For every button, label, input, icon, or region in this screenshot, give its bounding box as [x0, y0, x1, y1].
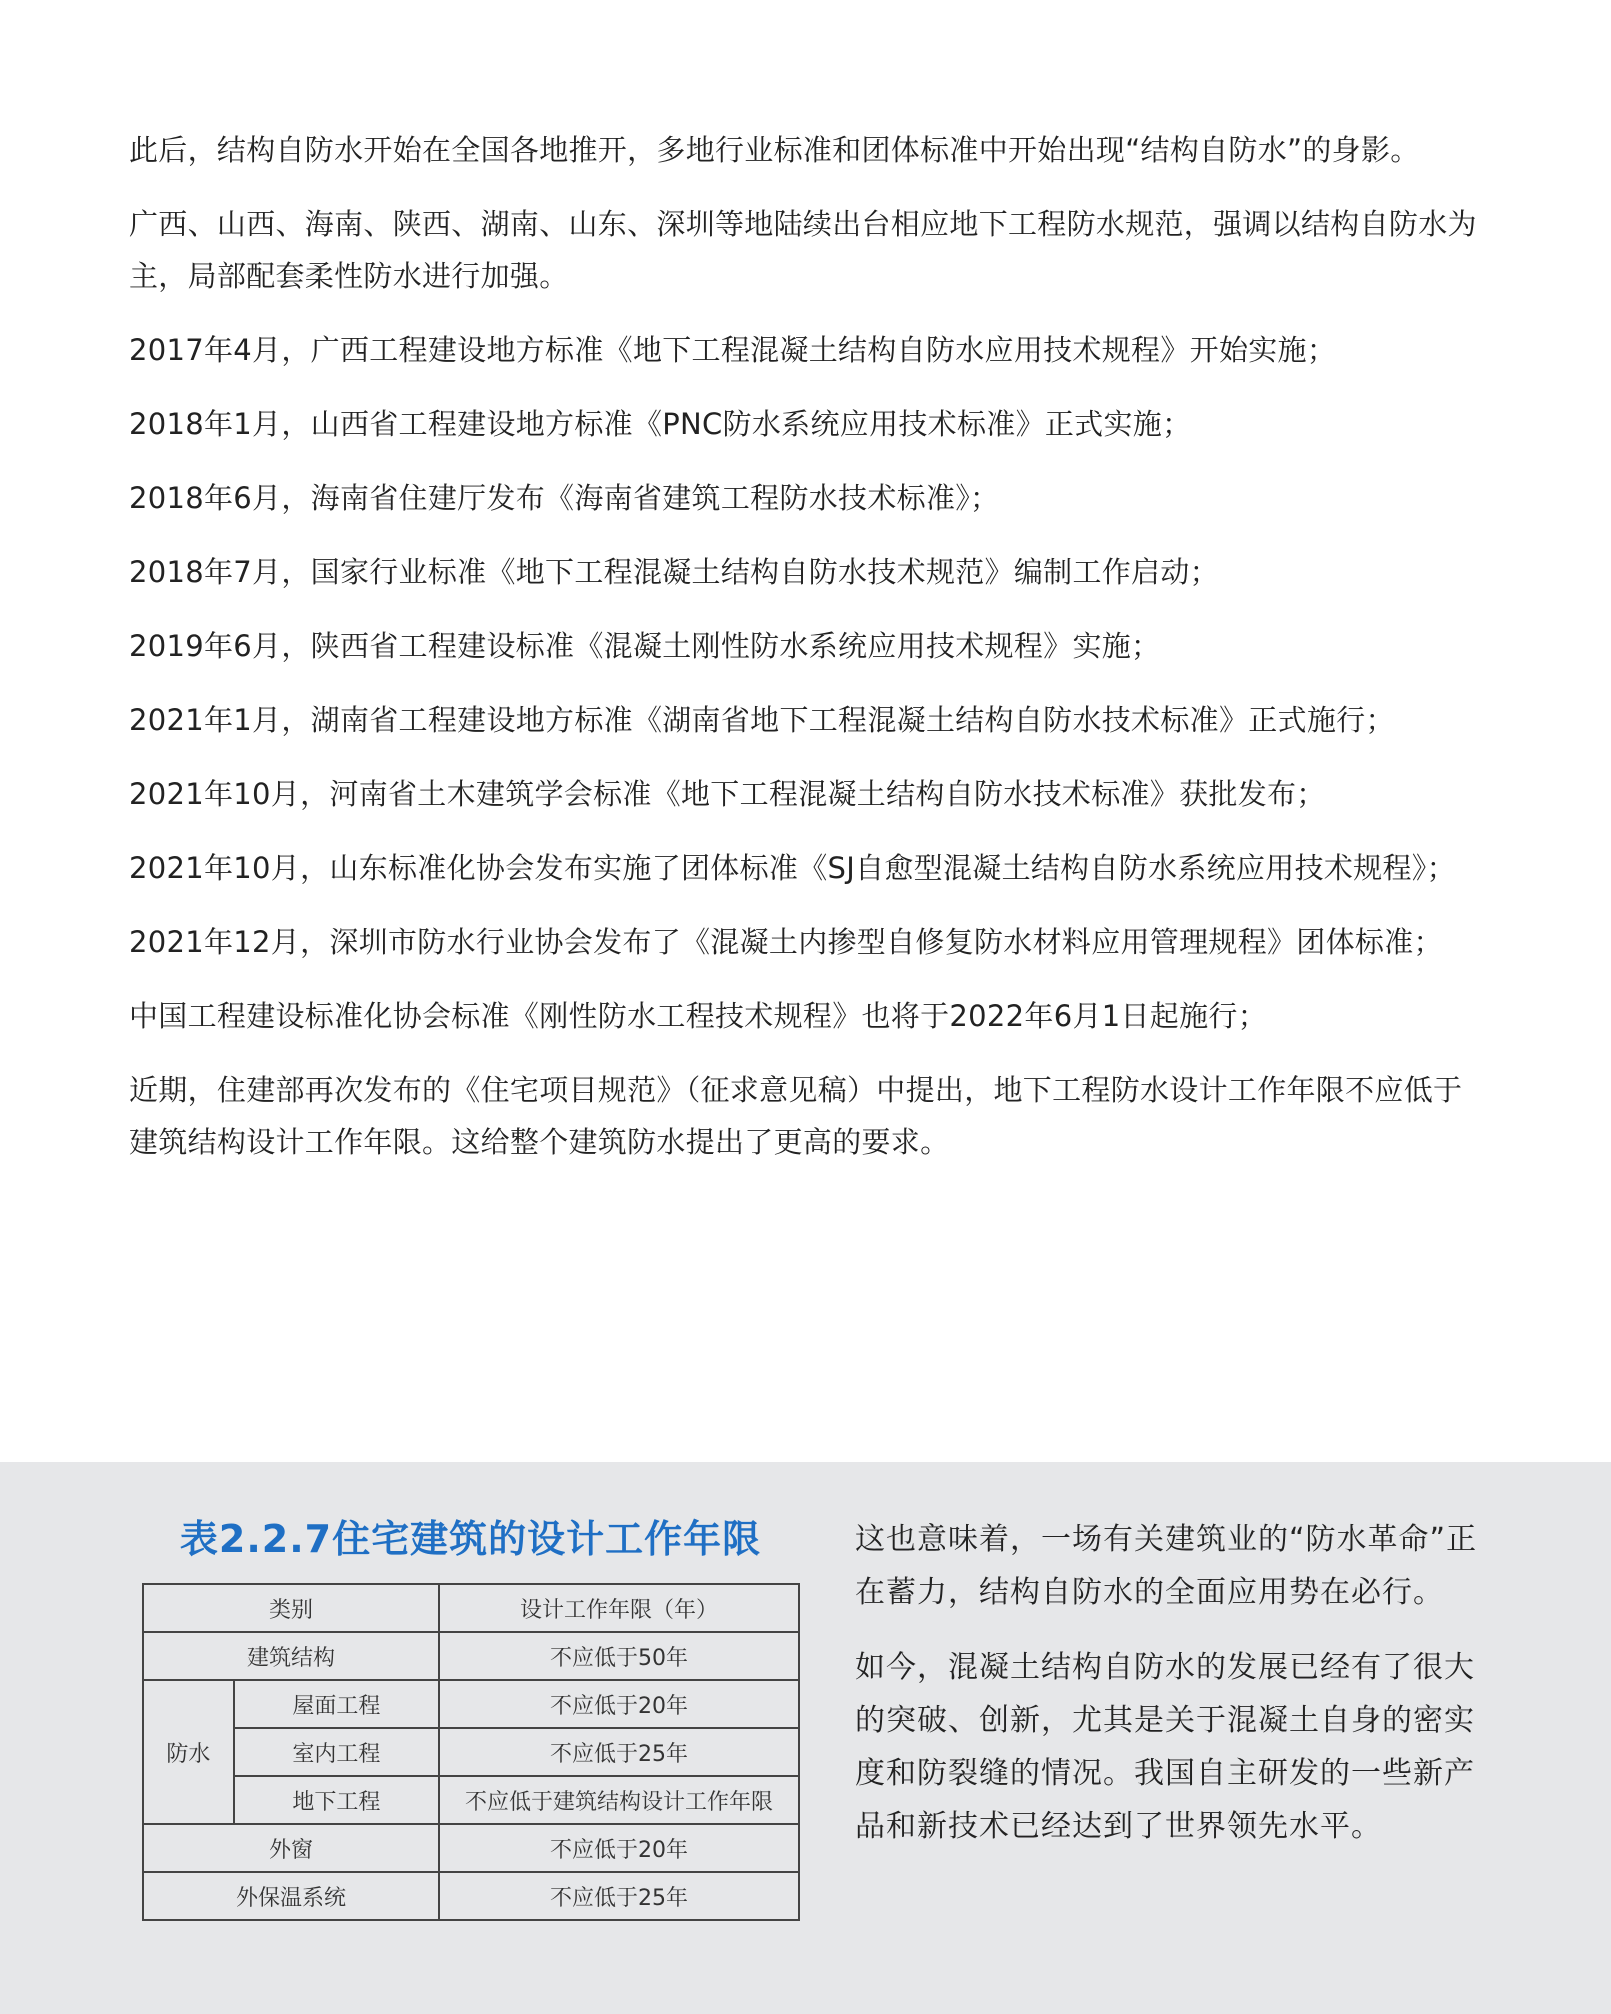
paragraph: 如今，混凝土结构自防水的发展已经有了很大的突破、创新，尤其是关于混凝土自身的密实度和防裂缝的情况。我国自主研发的一些新产品和新技术已经达到了世界领先水平。: [855, 1650, 1475, 1844]
paragraph: 2018年7月，国家行业标准《地下工程混凝土结构自防水技术规范》编制工作启动；: [129, 555, 1219, 589]
paragraph: 近期，住建部再次发布的《住宅项目规范》（征求意见稿）中提出，地下工程防水设计工作年限不应低于建筑结构设计工作年限。这给整个建筑防水提出了更高的要求。: [129, 1073, 1463, 1159]
paragraph: 2018年1月，山西省工程建设地方标准《PNC防水系统应用技术标准》正式实施；: [129, 407, 1192, 441]
cell-category: 建筑结构: [143, 1632, 439, 1680]
table-title: 表2.2.7住宅建筑的设计工作年限: [179, 1517, 762, 1561]
table-row: [143, 1824, 799, 1872]
paragraph: 广西、山西、海南、陕西、湖南、山东、深圳等地陆续出台相应地下工程防水规范，强调以结构自防水为主，局部配套柔性防水进行加强。: [129, 207, 1477, 293]
cell-years: 不应低于25年: [439, 1728, 799, 1776]
table-row: [143, 1632, 799, 1680]
cell-category: 外保温系统: [143, 1872, 439, 1920]
cell-category: 外窗: [143, 1824, 439, 1872]
paragraph: 2018年6月，海南省住建厅发布《海南省建筑工程防水技术标准》；: [129, 481, 1000, 515]
cell-years: 不应低于20年: [439, 1824, 799, 1872]
header-category: 类别: [143, 1584, 439, 1632]
cell-category: 屋面工程: [234, 1680, 439, 1728]
table-row: [143, 1872, 799, 1920]
side-text: [855, 1513, 1480, 1875]
cell-category: 地下工程: [234, 1776, 439, 1824]
paragraph: 这也意味着，一场有关建筑业的“防水革命”正在蓄力，结构自防水的全面应用势在必行。: [855, 1522, 1478, 1610]
paragraph: 2021年10月，山东标准化协会发布实施了团体标准《SJ自愈型混凝土结构自防水系统应用技术规程》；: [129, 851, 1456, 885]
main-text: [129, 124, 1489, 1190]
paragraph: 2021年10月，河南省土木建筑学会标准《地下工程混凝土结构自防水技术标准》获批发布；: [129, 777, 1326, 811]
cell-years: 不应低于20年: [439, 1680, 799, 1728]
table-row: [143, 1680, 799, 1728]
paragraph: 此后，结构自防水开始在全国各地推开，多地行业标准和团体标准中开始出现“结构自防水”的身影。: [129, 133, 1420, 167]
table-row: [143, 1728, 799, 1776]
cell-years: 不应低于建筑结构设计工作年限: [439, 1776, 799, 1824]
cell-category: 室内工程: [234, 1728, 439, 1776]
design-life-table: [142, 1583, 800, 1921]
paragraph: 2019年6月，陕西省工程建设标准《混凝土刚性防水系统应用技术规程》实施；: [129, 629, 1161, 663]
paragraph: 2017年4月，广西工程建设地方标准《地下工程混凝土结构自防水应用技术规程》开始实施；: [129, 333, 1337, 367]
cell-group: 防水: [143, 1680, 234, 1824]
cell-years: 不应低于50年: [439, 1632, 799, 1680]
table-row: [143, 1584, 799, 1632]
paragraph: 2021年12月，深圳市防水行业协会发布了《混凝土内掺型自修复防水材料应用管理规程》团体标准；: [129, 925, 1443, 959]
table-row: [143, 1776, 799, 1824]
cell-years: 不应低于25年: [439, 1872, 799, 1920]
paragraph: 中国工程建设标准化协会标准《刚性防水工程技术规程》也将于2022年6月1日起施行；: [129, 999, 1268, 1033]
paragraph: 2021年1月，湖南省工程建设地方标准《湖南省地下工程混凝土结构自防水技术标准》正式施行；: [129, 703, 1395, 737]
header-years: 设计工作年限（年）: [439, 1584, 799, 1632]
